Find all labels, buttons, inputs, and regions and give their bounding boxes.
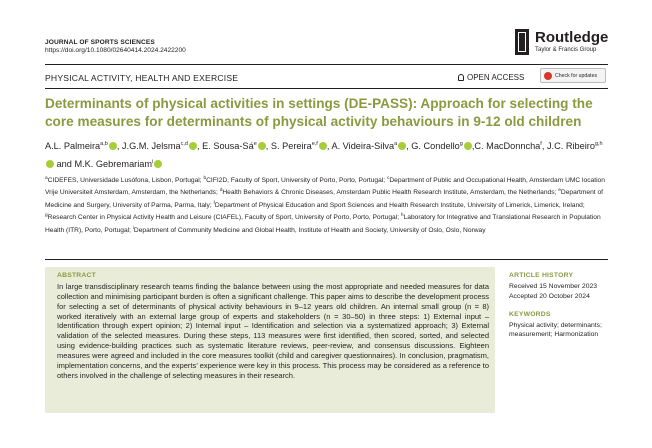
author-affiliation-sup: g: [459, 141, 463, 147]
affiliation-text: Department of Community Medicine and Global Health, Institute of Health and Society, University of Oslo, Oslo, Norway: [133, 226, 486, 234]
author-separator: ,: [471, 141, 475, 152]
affiliation-sup: e: [558, 188, 561, 194]
article-history-heading: ARTICLE HISTORY: [509, 272, 574, 279]
affiliations-rule: [45, 259, 608, 260]
journal-name: JOURNAL OF SPORTS SCIENCES: [45, 39, 155, 46]
author-separator: ,: [265, 141, 271, 152]
affiliation-text: Research Center in Physical Activity Health and Leisure (CIAFEL), Faculty of Sport, University of Porto, Porto, Portugal;: [47, 214, 401, 222]
author-affiliation-sup: a,b: [100, 141, 108, 147]
author[interactable]: M.K. Gebremariam: [74, 159, 153, 170]
author-affiliation-sup: a: [394, 141, 398, 147]
section-label: PHYSICAL ACTIVITY, HEALTH AND EXERCISE: [45, 73, 239, 83]
orcid-icon[interactable]: [46, 160, 54, 168]
keywords-heading: KEYWORDS: [509, 311, 551, 318]
publisher-tagline: Taylor & Francis Group: [535, 47, 597, 53]
author-list: [45, 136, 610, 172]
affiliation-sup: c: [386, 176, 390, 181]
publisher-logo: [515, 29, 615, 57]
author-affiliation-sup: e: [253, 141, 257, 147]
orcid-icon[interactable]: [109, 142, 117, 150]
author-separator: ,: [406, 141, 412, 152]
open-access-badge: [458, 73, 524, 82]
orcid-icon[interactable]: [464, 142, 472, 150]
affiliation-sup: d: [219, 188, 223, 194]
doi-link[interactable]: https://doi.org/10.1080/02640414.2024.2422200: [45, 47, 186, 55]
routledge-logo-icon: [515, 29, 529, 55]
received-date: Received 15 November 2023: [509, 283, 598, 290]
author-affiliation-sup: i: [152, 159, 154, 166]
affiliation-text: CIFI2D, Faculty of Sport, University of Porto, Porto, Portugal;: [206, 177, 387, 185]
publisher-name: Routledge: [535, 29, 609, 46]
orcid-icon[interactable]: [258, 142, 266, 150]
section-rule: [45, 88, 608, 89]
author-affiliation-sup: e,f: [311, 141, 318, 147]
crossmark-icon: [544, 72, 552, 80]
orcid-icon[interactable]: [189, 142, 197, 150]
author[interactable]: A. Videira-Silva: [331, 141, 395, 152]
abstract-text: In large transdisciplinary research teams finding the balance between using the most appropriate and needed measures for data collection and minimising participant burden is often a significant challenge. This paper aims to describe the development process for selecting a set of determinants of physical activity behaviours in 9–12 years old children. An internal small group (n = 8) worked iteratively with an external large group of experts and stakeholders (n = 30–50) in three steps: 1) External input – Identification through expert opinion; 2) Internal input – Identification and selection via a systematized approach; 3) External validation of the selected measures. During these steps, 113 measures were first identified, then scored, sorted, and selected using evidence-building practices such as systematic literature reviews, peer-review, and consensus discussions. Eighteen measures were agreed and included in the core measures toolkit (child and caregiver questionnaires). In conclusion, pragmatism, implementation concerns, and the experts’ experience were key in this process. This process may be considered as a reference to others involved in the challenge of selecting measures in their research.: [57, 282, 489, 380]
abstract-heading: ABSTRACT: [57, 272, 96, 279]
header-rule: [45, 64, 608, 65]
affiliation-sup: f: [213, 200, 215, 206]
journal-header: [45, 39, 186, 56]
orcid-icon[interactable]: [398, 142, 406, 150]
check-updates-label: Check for updates: [555, 72, 598, 79]
author-separator: and: [54, 159, 75, 170]
author[interactable]: G. Condello: [411, 141, 460, 152]
author-affiliation-sup: c,d: [180, 141, 188, 147]
open-lock-icon: [458, 74, 464, 81]
open-access-label: OPEN ACCESS: [467, 73, 525, 82]
author[interactable]: J.C. Ribeiro: [546, 141, 595, 152]
author-separator: ,: [326, 141, 332, 152]
check-for-updates-button[interactable]: [540, 68, 606, 83]
affiliation-text: Laboratory for Integrative and Translational Research in Population Health (ITR), Porto, Portugal;: [45, 214, 601, 234]
author[interactable]: S. Pereira: [270, 141, 312, 152]
affiliations: [45, 174, 610, 236]
affiliation-text: Department of Public and Occupational Health, Amsterdam UMC location Vrije Universiteit Amsterdam, Amsterdam, the Netherlands;: [45, 177, 605, 197]
author[interactable]: C. MacDonncha: [474, 141, 541, 152]
affiliation-text: Department of Physical Education and Sport Sciences and Health Research Institute, University of Limerick, Limerick, Ireland;: [214, 202, 585, 210]
accepted-date: Accepted 20 October 2024: [509, 293, 590, 300]
orcid-icon[interactable]: [319, 142, 327, 150]
author[interactable]: A.L. Palmeira: [45, 141, 101, 152]
keywords-text: Physical activity; determinants; measurement; Harmonization: [509, 322, 602, 338]
author[interactable]: J.G.M. Jelsma: [121, 141, 181, 152]
article-title: Determinants of physical activities in settings (DE-PASS): Approach for selecting the core measures for determinants of physical activity behaviours in 9-12 old children: [45, 96, 593, 129]
affiliation-sup: b: [203, 176, 207, 181]
affiliation-text: CIDEFES, Universidade Lusófona, Lisbon, Portugal;: [47, 177, 204, 185]
affiliation-sup: i: [132, 225, 134, 231]
author-separator: ,: [116, 141, 122, 152]
orcid-icon[interactable]: [154, 160, 162, 168]
affiliation-text: Health Behaviors & Chronic Diseases, Amsterdam Public Health Research Institute, Amsterdam, the Netherlands;: [222, 189, 559, 197]
author-separator: ,: [541, 141, 547, 152]
author-separator: ,: [196, 141, 203, 152]
affiliation-sup: g: [45, 213, 48, 219]
affiliation-text: Department of Medicine and Surgery, University of Parma, Parma, Italy;: [45, 189, 603, 210]
author[interactable]: E. Sousa-Sá: [202, 141, 254, 152]
affiliation-sup: h: [400, 213, 404, 219]
affiliation-sup: a: [45, 176, 48, 181]
author-affiliation-sup: g,h: [594, 141, 603, 147]
author-affiliation-sup: f: [540, 141, 542, 147]
